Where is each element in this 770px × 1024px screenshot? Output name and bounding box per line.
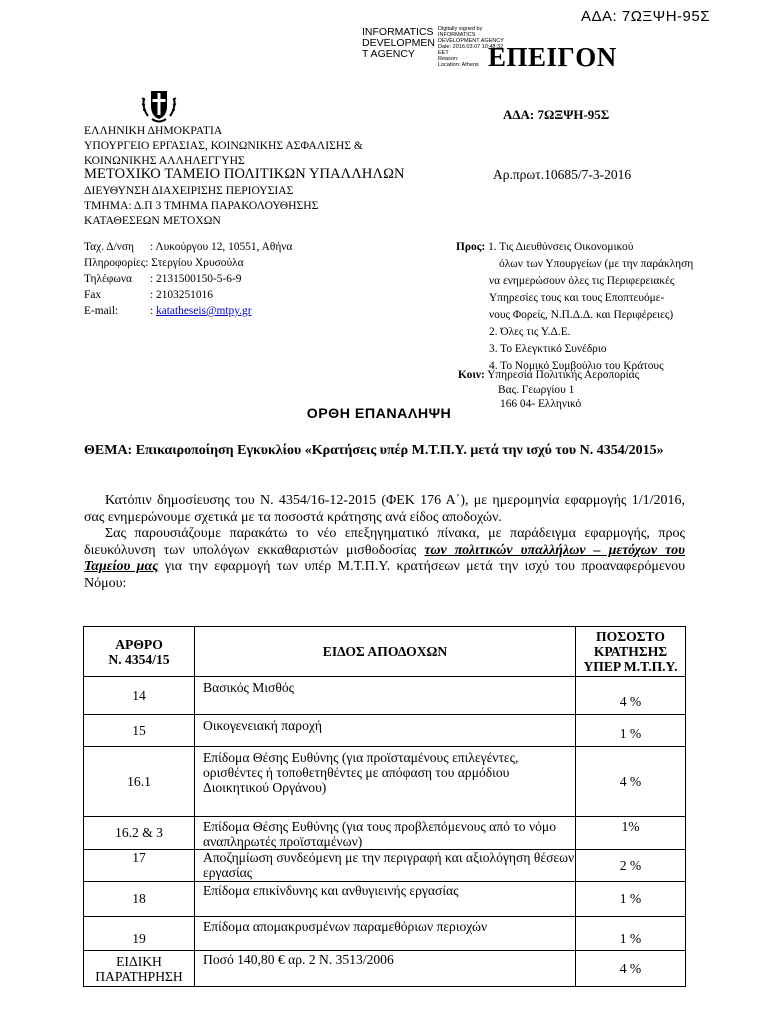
emphasis-text: των πολιτικών υπαλλήλων – μετόχων του Ταμείου μας: [84, 542, 685, 575]
signature-agency-line: DEVELOPMEN: [362, 37, 435, 49]
recipient-line: 2. Όλες τις Υ.Δ.Ε.: [489, 326, 571, 338]
urgent-stamp: ΕΠΕΙΓΟΝ: [488, 42, 617, 72]
percentage-cell: 4 %: [576, 747, 686, 817]
signature-detail: INFORMATICS: [438, 32, 476, 38]
percentage-cell: 1 %: [576, 917, 686, 951]
column-header-percentage: ΠΟΣΟΣΤΟ ΚΡΑΤΗΣΗΣ ΥΠΕΡ Μ.Τ.Π.Υ.: [576, 627, 686, 677]
contact-row: Ταχ. Δ/νση : Λυκούργου 12, 10551, Αθήνα: [84, 241, 293, 253]
email-link[interactable]: katatheseis@mtpy.gr: [156, 305, 252, 317]
header-line: ΕΛΛΗΝΙΚΗ ΔΗΜΟΚΡΑΤΙΑ: [84, 124, 223, 137]
document-title: ΟΡΘΗ ΕΠΑΝΑΛΗΨΗ: [306, 406, 452, 422]
type-cell: Επίδομα απομακρυσμένων παραμεθόριων περιοχών: [195, 917, 576, 951]
contact-row: Fax : 2103251016: [84, 289, 213, 301]
table-row: [84, 882, 686, 917]
recipient-line: 3. Το Ελεγκτικό Συνέδριο: [489, 343, 607, 355]
header-line: ΥΠΟΥΡΓΕΙΟ ΕΡΓΑΣΙΑΣ, ΚΟΙΝΩΝΙΚΗΣ ΑΣΦΑΛΙΣΗΣ &: [84, 139, 363, 152]
recipient-line: νους Φορείς, Ν.Π.Δ.Δ. και Περιφέρειες): [489, 309, 674, 321]
recipient-line: να ενημερώσουν όλες τις Περιφερειακές: [489, 275, 675, 287]
body-paragraph: Σας παρουσιάζουμε παρακάτω το νέο επεξηγηματικό πίνακα, με παράδειγμα εφαρμογής, προς διευκόλυνση των υπολόγων εκκαθαριστών μισθοδοσίας των πολιτικών υπαλλήλων – μετόχων του Ταμείου μας για την εφαρμογή των υπέρ Μ.Τ.Π.Υ. κρατήσεων μετά την ισχύ του προαναφερόμενου Νόμου:: [84, 526, 686, 591]
article-cell: 16.1: [84, 747, 195, 817]
signature-agency-line: INFORMATICS: [362, 26, 434, 38]
header-line: ΚΑΤΑΘΕΣΕΩΝ ΜΕΤΟΧΩΝ: [84, 214, 221, 227]
percentage-cell: 1%: [576, 817, 686, 850]
recipient-line: 1. Τις Διευθύνσεις Οικονομικού: [488, 241, 634, 253]
header-block: [84, 123, 363, 168]
contact-block: [84, 239, 292, 319]
header-line: ΤΜΗΜΑ: Δ.Π 3 ΤΜΗΜΑ ΠΑΡΑΚΟΛΟΥΘΗΣΗΣ: [84, 199, 319, 212]
department-block: [84, 183, 318, 228]
article-cell: 18: [84, 882, 195, 917]
percentage-cell: 4 %: [576, 951, 686, 987]
cc-label: Κοιν:: [458, 369, 485, 381]
recipients-label: Προς:: [456, 241, 486, 253]
contact-row: Πληροφορίες: Στεργίου Χρυσούλα: [84, 257, 244, 269]
type-cell: Επίδομα Θέσης Ευθύνης (για τους προβλεπόμενους από το νόμο αναπληρωτές προϊσταμένων): [195, 817, 576, 850]
subject-line: ΘΕΜΑ: Επικαιροποίηση Εγκυκλίου «Κρατήσεις υπέρ Μ.Τ.Π.Υ. μετά την ισχύ του Ν. 4354/2015»: [84, 443, 664, 458]
signature-detail: Digitally signed by: [438, 26, 483, 32]
table-row: [84, 715, 686, 747]
fund-name: ΜΕΤΟΧΙΚΟ ΤΑΜΕΙΟ ΠΟΛΙΤΙΚΩΝ ΥΠΑΛΛΗΛΩΝ: [84, 166, 405, 182]
article-cell: 14: [84, 677, 195, 715]
table-row: [84, 747, 686, 817]
protocol-number: Αρ.πρωτ.10685/7-3-2016: [493, 167, 632, 182]
signature-agency-line: T AGENCY: [362, 48, 415, 60]
table-row: [84, 917, 686, 951]
ada-top: ΑΔΑ: 7ΩΞΨΗ-95Σ: [581, 8, 710, 25]
table-row: [84, 817, 686, 850]
table-row: [84, 677, 686, 715]
contact-row: E-mail: : katatheseis@mtpy.gr: [84, 305, 252, 317]
ada-reference: ΑΔΑ: 7ΩΞΨΗ-95Σ: [503, 107, 610, 122]
signature-detail: Reason:: [438, 56, 459, 62]
type-cell: Επίδομα επικίνδυνης και ανθυγιεινής εργασίας: [195, 882, 576, 917]
signature-detail: Date: 2016.03.07 10:48:32: [438, 44, 504, 50]
signature-detail: DEVELOPMENT AGENCY: [438, 38, 504, 44]
type-cell: Βασικός Μισθός: [195, 677, 576, 715]
column-header-type: ΕΙΔΟΣ ΑΠΟΔΟΧΩΝ: [195, 627, 576, 677]
cc-line: 166 04- Ελληνικό: [500, 398, 582, 410]
signature-agency: [362, 27, 435, 60]
article-cell: 15: [84, 715, 195, 747]
recipients-block: [456, 239, 693, 375]
article-cell: 16.2 & 3: [84, 817, 195, 850]
table-header-row: [84, 627, 686, 677]
greek-emblem-icon: [136, 82, 182, 128]
recipient-line: Υπηρεσίες τους και τους Εποπτευόμε-: [489, 292, 665, 304]
table-row: [84, 951, 686, 987]
recipient-line: 4. Το Νομικό Συμβούλιο του Κράτους: [489, 360, 664, 372]
percentage-cell: 1 %: [576, 715, 686, 747]
signature-detail: Location: Athens: [438, 62, 479, 68]
recipient-line: όλων των Υπουργείων (με την παράκληση: [499, 258, 694, 270]
percentage-cell: 1 %: [576, 882, 686, 917]
type-cell: Οικογενειακή παροχή: [195, 715, 576, 747]
article-cell: 19: [84, 917, 195, 951]
body-text: [84, 493, 685, 593]
type-cell: Αποζημίωση συνδεόμενη με την περιγραφή και αξιολόγηση θέσεων εργασίας: [195, 850, 576, 882]
deductions-table: [83, 626, 686, 987]
percentage-cell: 4 %: [576, 677, 686, 715]
type-cell: Ποσό 140,80 € αρ. 2 Ν. 3513/2006: [195, 951, 576, 987]
article-cell: ΕΙΔΙΚΗ ΠΑΡΑΤΗΡΗΣΗ: [84, 951, 195, 987]
cc-line: Υπηρεσία Πολιτικής Αεροπορίας: [487, 369, 640, 381]
body-paragraph: Κατόπιν δημοσίευσης του Ν. 4354/16-12-2015 (ΦΕΚ 176 Α΄), με ημερομηνία εφαρμογής 1/1/2016, σας ενημερώνουμε σχετικά με τα ποσοστά κράτησης ανά είδος αποδοχών.: [84, 493, 685, 525]
contact-row: Τηλέφωνα : 2131500150-5-6-9: [84, 273, 242, 285]
type-cell: Επίδομα Θέσης Ευθύνης (για προϊσταμένους επιλεγέντες, ορισθέντες ή τοποθετηθέντες με απόφαση του αρμόδιου Διοικητικού Οργάνου): [195, 747, 576, 817]
header-line: ΚΟΙΝΩΝΙΚΗΣ ΑΛΛΗΛΕΓΓΥΗΣ: [84, 154, 245, 167]
article-cell: 17: [84, 850, 195, 882]
cc-line: Βας. Γεωργίου 1: [498, 383, 575, 396]
percentage-cell: 2 %: [576, 850, 686, 882]
cc-block: [458, 368, 639, 412]
table-row: [84, 850, 686, 882]
signature-detail: EET: [438, 50, 449, 56]
column-header-article: ΑΡΘΡΟ Ν. 4354/15: [84, 627, 195, 677]
header-line: ΔΙΕΥΘΥΝΣΗ ΔΙΑΧΕΙΡΙΣΗΣ ΠΕΡΙΟΥΣΙΑΣ: [84, 184, 294, 197]
